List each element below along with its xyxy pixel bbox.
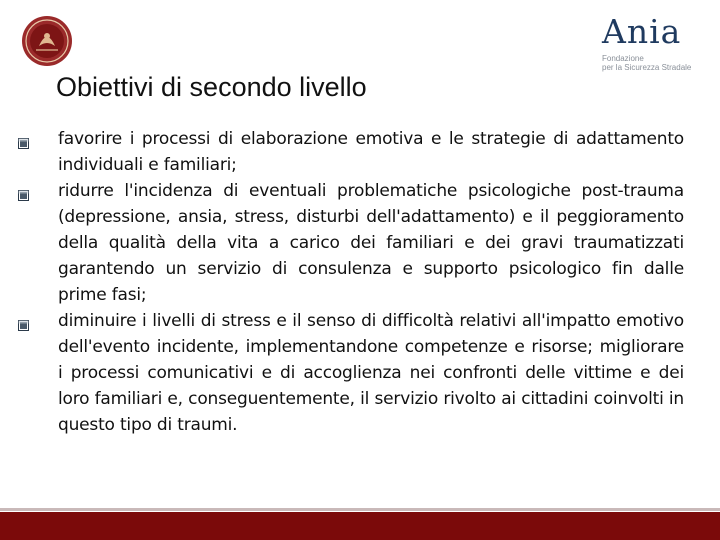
list-item-text: ridurre l'incidenza di eventuali problematiche psicologiche post-trauma (depressione, ansia, stress, disturbi dell'adattamento) e il peggioramento della qualità della vita a carico dei familiari e dei gravi traumatizzati garantendo un servizio di consulenza e supporto psicologico fin dalle prime fasi; xyxy=(58,181,684,305)
footer-bar xyxy=(0,512,720,540)
square-checkbox-bullet-icon xyxy=(18,134,29,145)
footer-divider xyxy=(0,508,720,511)
university-seal-icon xyxy=(20,14,74,68)
list-item xyxy=(18,126,684,178)
list-item xyxy=(18,308,684,438)
logo-wordmark: Ania xyxy=(602,12,682,51)
logo-subtitle-line2: per la Sicurezza Stradale xyxy=(602,63,692,72)
square-checkbox-bullet-icon xyxy=(18,186,29,197)
objectives-list xyxy=(18,126,684,438)
logo-subtitle-line1: Fondazione xyxy=(602,54,644,63)
ania-foundation-logo xyxy=(602,12,702,82)
list-item xyxy=(18,178,684,308)
square-checkbox-bullet-icon xyxy=(18,316,29,327)
logo-subtitle xyxy=(602,54,712,72)
slide-title: Obiettivi di secondo livello xyxy=(56,72,367,102)
list-item-text: diminuire i livelli di stress e il senso di difficoltà relativi all'impatto emotivo dell'evento incidente, implementandone competenze e risorse; migliorare i processi comunicativi e di accoglienza nei confronti delle vittime e dei loro familiari e, conseguentemente, il servizio rivolto ai cittadini coinvolti in questo tipo di traumi. xyxy=(58,311,684,435)
list-item-text: favorire i processi di elaborazione emotiva e le strategie di adattamento individuali e familiari; xyxy=(58,129,684,175)
